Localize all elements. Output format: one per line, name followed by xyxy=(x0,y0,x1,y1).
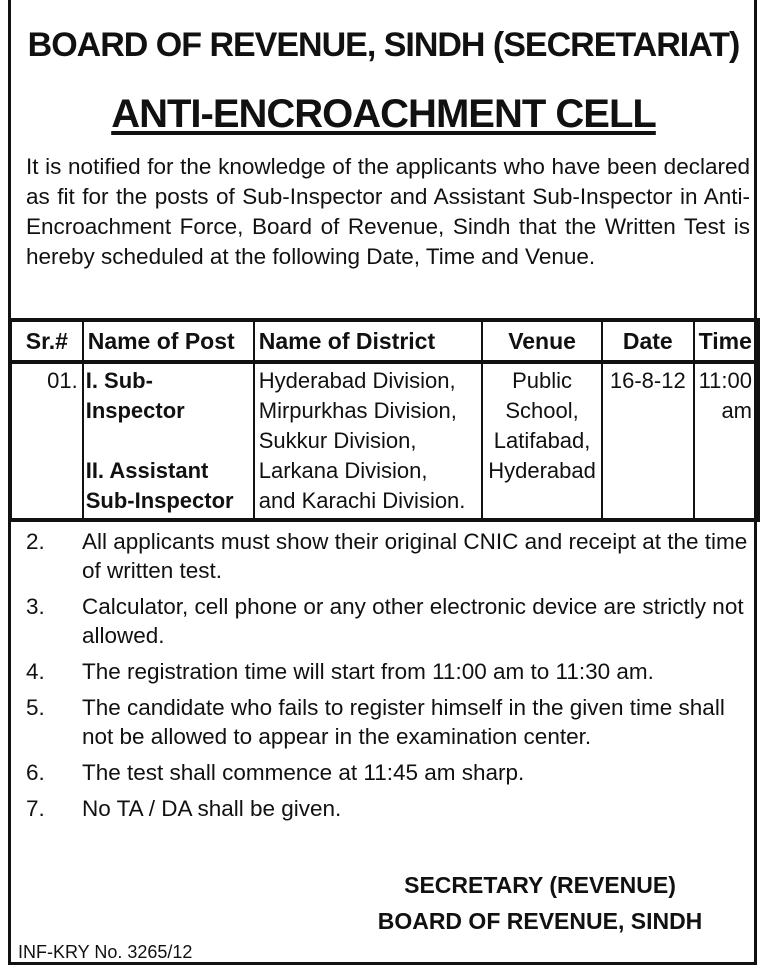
venue-line: Latifabad, xyxy=(493,428,591,453)
list-item xyxy=(26,693,750,751)
col-sr: Sr.# xyxy=(10,320,83,362)
post-1: I. Sub-Inspector xyxy=(85,368,185,423)
list-item xyxy=(26,794,750,823)
intro-paragraph: It is notified for the knowledge of the applicants who have been declared as fit for the posts of Sub-Inspector and Assistant Sub-Inspector in Anti-Encroachment Force, Board of Revenue, Sindh that the Written Test is hereby scheduled at the following Date, Time and Venue. xyxy=(26,154,750,269)
post-2: II. Assistant Sub-Inspector xyxy=(85,458,234,513)
page-subtitle xyxy=(0,88,767,140)
list-item xyxy=(26,527,750,585)
subtitle-text: ANTI-ENCROACHMENT CELL xyxy=(111,92,656,136)
cell-venue xyxy=(482,362,602,520)
reference-number: INF-KRY No. 3265/12 xyxy=(18,942,193,962)
venue-line: School, xyxy=(505,398,579,423)
item-number: 4. xyxy=(26,659,45,684)
schedule-table xyxy=(8,318,760,522)
col-post: Name of Post xyxy=(83,320,254,362)
cell-time xyxy=(694,362,758,520)
item-number: 2. xyxy=(26,529,45,554)
item-number: 7. xyxy=(26,796,45,821)
cell-post xyxy=(83,362,254,520)
item-text: Calculator, cell phone or any other electronic device are strictly not allowed. xyxy=(82,594,744,648)
item-number: 3. xyxy=(26,594,45,619)
item-number: 6. xyxy=(26,760,45,785)
district: Hyderabad Division, xyxy=(258,368,456,393)
venue-line: Public xyxy=(512,368,573,393)
item-text: The candidate who fails to register himself in the given time shall not be allowed to appear in the examination center. xyxy=(82,695,725,749)
district: Sukkur Division, xyxy=(258,428,417,453)
list-item xyxy=(26,592,750,650)
table-row xyxy=(10,362,758,520)
item-text: No TA / DA shall be given. xyxy=(82,796,342,821)
district: and Karachi Division. xyxy=(258,488,466,513)
time-line: am xyxy=(721,398,752,423)
col-venue: Venue xyxy=(482,320,602,362)
item-text: The registration time will start from 11:00 am to 11:30 am. xyxy=(82,659,654,684)
table-header xyxy=(10,320,758,362)
district: Larkana Division, xyxy=(258,458,428,483)
signature-title: SECRETARY (REVENUE) xyxy=(404,872,676,898)
title-text: BOARD OF REVENUE, SINDH (SECRETARIAT) xyxy=(27,26,740,64)
item-text: All applicants must show their original CNIC and receipt at the time of written test. xyxy=(82,529,748,583)
time-line: 11:00 xyxy=(698,368,752,393)
district: Mirpurkhas Division, xyxy=(258,398,457,423)
col-date: Date xyxy=(602,320,694,362)
list-item xyxy=(26,758,750,787)
col-time: Time xyxy=(694,320,758,362)
page-title xyxy=(0,20,767,70)
cell-district xyxy=(254,362,482,520)
signature-org: BOARD OF REVENUE, SINDH xyxy=(377,908,703,934)
cell-date: 16-8-12 xyxy=(602,362,694,520)
item-number: 5. xyxy=(26,695,45,720)
item-text: The test shall commence at 11:45 am sharp. xyxy=(82,760,525,785)
list-item xyxy=(26,657,750,686)
cell-sr: 01. xyxy=(10,362,83,520)
instructions-list xyxy=(26,527,750,830)
col-district: Name of District xyxy=(254,320,482,362)
venue-line: Hyderabad xyxy=(488,458,596,483)
